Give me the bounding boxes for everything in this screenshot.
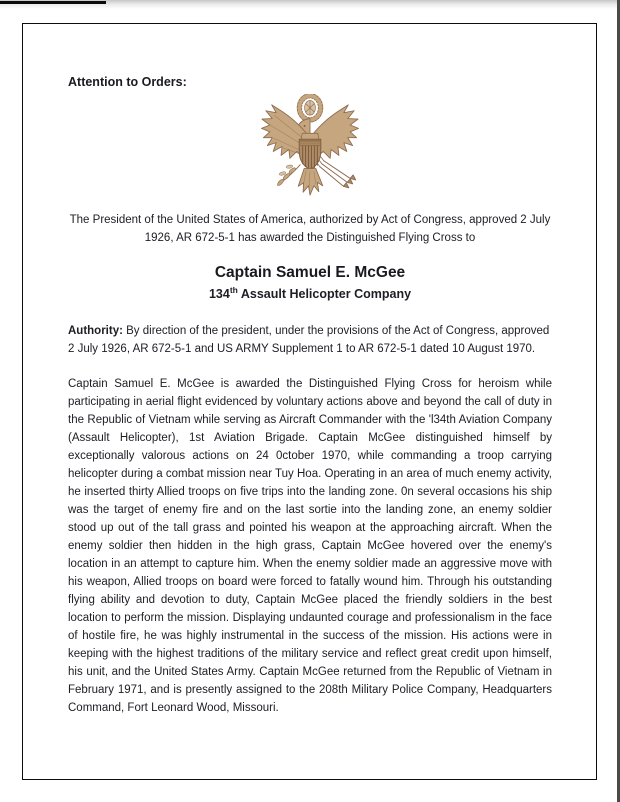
authority-label: Authority: [68,325,123,337]
document-frame [22,23,597,780]
scan-edge-top-left [0,1,106,4]
us-army-eagle-crest-icon [259,94,361,204]
citation-paragraph: Captain Samuel E. McGee is awarded the Distinguished Flying Cross for heroism while participating in aerial flight evidenced by voluntary actions above and beyond the call of duty in the Republic of Vietnam while serving as Aircraft Commander with the 'l34th Aviation Company (Assault Helicopter), 1st Aviation Brigade. Captain McGee distinguished himself by exceptionally valorous actions on 24 0ctober 1970, while commanding a troop carrying helicopter during a combat mission near Tuy Hoa. Operating in an area of much enemy activity, he inserted thirty Allied troops on five trips into the landing zone. 0n several occasions his ship was the target of enemy fire and on the last sortie into the landing zone, an enemy soldier stood up out of the tall grass and pointed his weapon at the approaching aircraft. When the enemy soldier then hidden in the high grass, Captain McGee hovered over the enemy's location in an attempt to capture him. When the enemy soldier made an aggressive move with his weapon, Allied troops on board were forced to fatally wound him. Through his outstanding flying ability and devotion to duty, Captain McGee placed the friendly soldiers in the best location to perform the mission. Displaying undaunted courage and professionalism in the face of hostile fire, he was highly instrumental in the success of the mission. His actions were in keeping with the highest traditions of the military service and reflect great credit upon himself, his unit, and the United States Army. Captain McGee returned from the Republic of Vietnam in February 1971, and is presently assigned to the 208th Military Police Company, Headquarters Command, Fort Leonard Wood, Missouri. [68,378,552,714]
authority-text: By direction of the president, under the provisions of the Act of Congress, approved 2 July 1926, AR 672-5-1 and US ARMY Supplement 1 to AR 672-5-1 dated 10 August 1970. [68,325,550,355]
recipient-unit [68,285,552,303]
attention-heading: Attention to Orders: [68,75,187,89]
authority-paragraph [68,322,552,358]
unit-ordinal: th [229,284,238,295]
unit-name: Assault Helicopter Company [237,287,412,301]
recipient-name: Captain Samuel E. McGee [214,264,406,281]
unit-number: 134 [208,287,230,301]
award-intro: The President of the United States of America, authorized by Act of Congress, approved 2 July 1926, AR 672-5-1 has awarded the Distinguished Flying Cross to [69,214,551,244]
